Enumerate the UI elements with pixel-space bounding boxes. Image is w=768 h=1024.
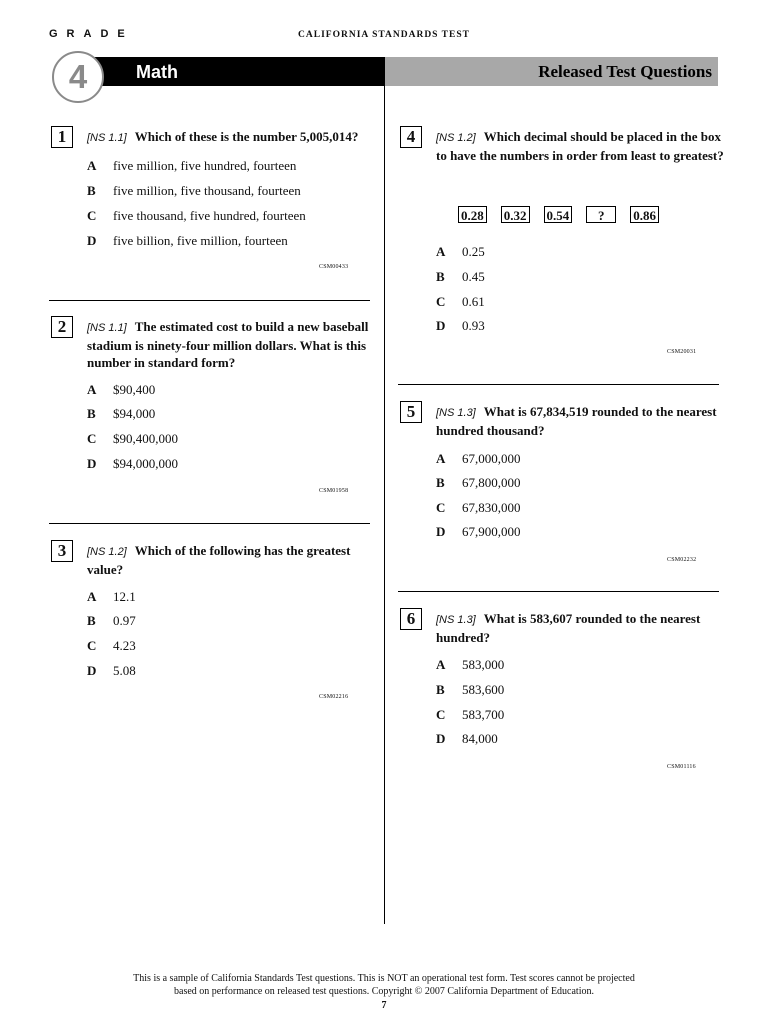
- question-number: 5: [400, 401, 422, 423]
- question-6: [400, 608, 730, 778]
- footer-line-2: based on performance on released test questions. Copyright © 2007 California Department of Education.: [174, 986, 594, 997]
- question-stem: [436, 403, 721, 439]
- choice-a[interactable]: A 67,000,000: [436, 451, 521, 466]
- question-stem: [436, 610, 726, 646]
- question-stem: [87, 542, 377, 578]
- choice-b[interactable]: B 0.45: [436, 269, 485, 284]
- footer-disclaimer: [0, 972, 768, 998]
- sequence-box: 0.54: [544, 206, 573, 223]
- question-stem: [436, 128, 726, 164]
- item-code: CSM01116: [667, 764, 696, 770]
- choice-d[interactable]: D five billion, five million, fourteen: [87, 233, 288, 248]
- choice-a[interactable]: A 583,000: [436, 657, 505, 672]
- grade-number-badge: 4: [52, 51, 104, 103]
- question-number: 1: [51, 126, 73, 148]
- choice-d[interactable]: D $94,000,000: [87, 456, 178, 471]
- test-name: CALIFORNIA STANDARDS TEST: [298, 30, 470, 40]
- choice-d[interactable]: D 0.93: [436, 318, 485, 333]
- question-text: Which of the following has the greatest value?: [87, 543, 351, 577]
- item-code: CSM01958: [319, 488, 349, 494]
- subject-banner: [80, 57, 385, 86]
- choice-c[interactable]: C 0.61: [436, 294, 485, 309]
- standard-tag: [NS 1.2]: [87, 546, 127, 558]
- question-number: 3: [51, 540, 73, 562]
- question-text: Which decimal should be placed in the box to have the numbers in order from least to greatest?: [436, 129, 724, 163]
- choice-c[interactable]: C five thousand, five hundred, fourteen: [87, 208, 306, 223]
- sequence-box: 0.32: [501, 206, 530, 223]
- question-stem: [87, 128, 387, 147]
- choice-b[interactable]: B 583,600: [436, 682, 505, 697]
- sequence-box: 0.28: [458, 206, 487, 223]
- choice-d[interactable]: D 5.08: [87, 663, 136, 678]
- item-code: CSM02216: [319, 694, 349, 700]
- item-code: CSM02232: [667, 557, 697, 563]
- separator: [398, 384, 719, 385]
- choice-b[interactable]: B 67,800,000: [436, 475, 521, 490]
- choice-d[interactable]: D 84,000: [436, 731, 498, 746]
- separator: [49, 523, 370, 524]
- choice-b[interactable]: B 0.97: [87, 613, 136, 628]
- choice-b[interactable]: B $94,000: [87, 406, 156, 421]
- standard-tag: [NS 1.1]: [87, 132, 127, 144]
- question-text: Which of these is the number 5,005,014?: [134, 129, 359, 144]
- standard-tag: [NS 1.3]: [436, 407, 476, 419]
- separator: [398, 591, 719, 592]
- section-title: Released Test Questions: [538, 62, 712, 81]
- sequence-box: 0.86: [630, 206, 659, 223]
- item-code: CSM20031: [667, 349, 697, 355]
- question-1: [51, 126, 381, 276]
- separator: [49, 300, 370, 301]
- question-5: [400, 401, 730, 571]
- choice-a[interactable]: A 0.25: [436, 244, 485, 259]
- item-code: CSM00433: [319, 264, 349, 270]
- question-text: What is 583,607 rounded to the nearest hundred?: [436, 611, 701, 645]
- column-divider: [384, 86, 385, 924]
- question-4: [400, 126, 730, 361]
- sequence-blank-box: ?: [586, 206, 616, 223]
- question-number: 2: [51, 316, 73, 338]
- standard-tag: [NS 1.1]: [87, 322, 127, 334]
- footer-line-1: This is a sample of California Standards Test questions. This is NOT an operational test form. Test scores cannot be projected: [133, 973, 635, 984]
- question-stem: [87, 318, 372, 371]
- question-text: What is 67,834,519 rounded to the nearest hundred thousand?: [436, 404, 717, 438]
- question-number: 6: [400, 608, 422, 630]
- choice-c[interactable]: C 4.23: [87, 638, 136, 653]
- page-number: 7: [381, 1000, 387, 1011]
- question-2: [51, 316, 381, 496]
- number-sequence: [458, 206, 673, 223]
- choice-c[interactable]: C $90,400,000: [87, 431, 178, 446]
- grade-label: GRADE: [49, 28, 134, 40]
- standard-tag: [NS 1.2]: [436, 132, 476, 144]
- choice-a[interactable]: A $90,400: [87, 382, 156, 397]
- question-text: The estimated cost to build a new baseball stadium is ninety-four million dollars. What is this number in standard form?: [87, 319, 369, 370]
- choice-b[interactable]: B five million, five thousand, fourteen: [87, 183, 301, 198]
- choice-c[interactable]: C 67,830,000: [436, 500, 521, 515]
- choice-c[interactable]: C 583,700: [436, 707, 505, 722]
- choice-d[interactable]: D 67,900,000: [436, 524, 521, 539]
- standard-tag: [NS 1.3]: [436, 614, 476, 626]
- choice-a[interactable]: A five million, five hundred, fourteen: [87, 158, 297, 173]
- choice-a[interactable]: A 12.1: [87, 589, 136, 604]
- question-3: [51, 540, 381, 705]
- subject-title: Math: [136, 62, 178, 82]
- question-number: 4: [400, 126, 422, 148]
